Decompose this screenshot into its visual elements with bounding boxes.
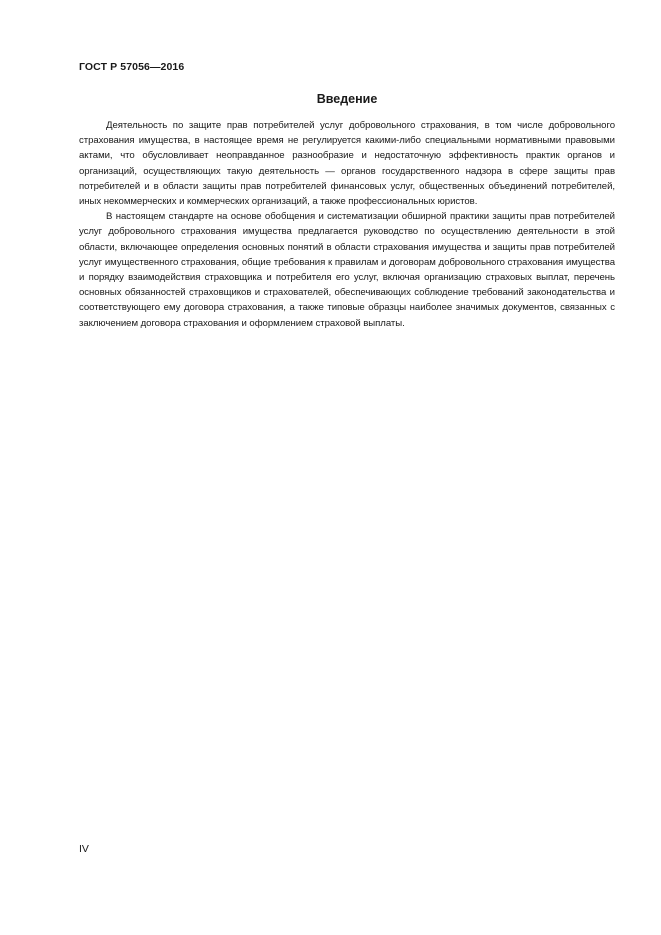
- section-body: [79, 118, 615, 331]
- page-number: IV: [79, 843, 89, 855]
- paragraph: В настоящем стандарте на основе обобщения и систематизации обширной практики защиты прав потребителей услуг добровольного страхования имущества предлагается руководство по осуществлению деятельности в этой области, включающее определения основных понятий в области страхования имущества и защиты прав потребителей услуг имущественного страхования, общие требования к правилам и договорам добровольного страхования имущества и порядку взаимодействия страховщика и потребителя его услуг, включая организацию страховых выплат, перечень основных обязанностей страховщиков и страхователей, обеспечивающих соблюдение требований законодательства и соответствующего ему договора страхования, а также типовые образцы наиболее значимых документов, связанных с заключением договора страхования и оформлением страховой выплаты.: [79, 211, 615, 329]
- document-code-header: ГОСТ Р 57056—2016: [79, 61, 185, 73]
- section-title: Введение: [316, 92, 378, 106]
- paragraph: Деятельность по защите прав потребителей услуг добровольного страхования, в том числе добровольного страхования имущества, в настоящее время не регулируется какими-либо специальными нормативными правовыми актами, что обусловливает неоправданное разнообразие и недостаточную эффективность практик органов и организаций, осуществляющих такую деятельность — органов государственного надзора в сфере защиты прав потребителей и в области защиты прав потребителей финансовых услуг, общественных объединений потребителей, иных некоммерческих и коммерческих организаций, а также профессиональных юристов.: [79, 120, 615, 208]
